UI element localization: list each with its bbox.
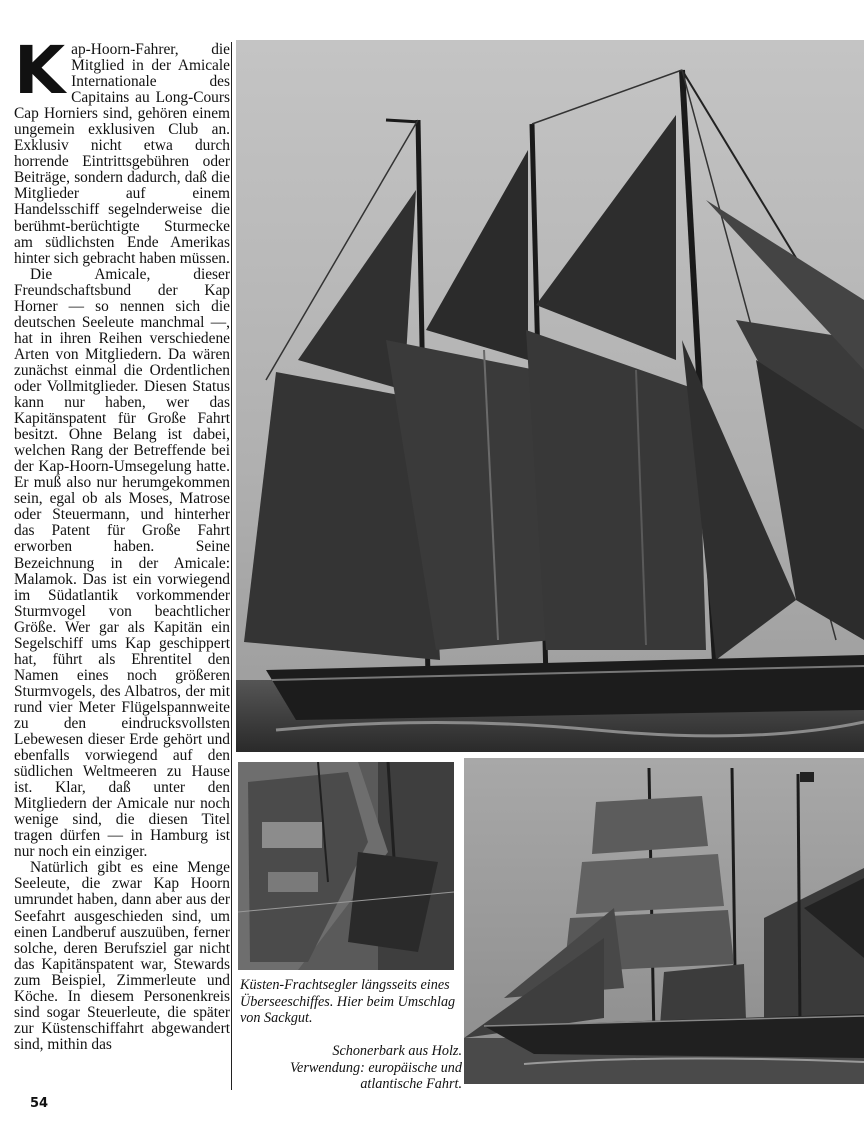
- schooner-image: [236, 40, 864, 752]
- drop-cap: K: [14, 42, 66, 109]
- paragraph-1: ap-Hoorn-Fahrer, die Mitglied in der Amicale Internationale des Capitains au Long-Cours Cap Horniers sind, gehören einem ungemein exklusiven Club an. Exklusiv nicht etwa durch horrende Eintrittsgebühren oder Beiträge, sondern dadurch, daß die Mitglieder auf einem Handelsschiff segelnderweise die berühmt-berüchtigte Sturmecke am südlichsten Ende Amerikas hinter sich gebracht haben müssen.: [14, 42, 230, 267]
- caption-bark: Schonerbark aus Holz. Verwendung: europäische und atlantische Fahrt.: [289, 1043, 462, 1092]
- bark-photo: [464, 758, 864, 1084]
- bark-image: [464, 758, 864, 1084]
- page-number: 54: [30, 1096, 49, 1111]
- coastal-sailer-photo: [238, 762, 454, 970]
- coastal-sailer-image: [238, 762, 454, 970]
- schooner-photo: [236, 40, 864, 752]
- paragraph-3: Natürlich gibt es eine Menge Seeleute, die zwar Kap Hoorn umrundet haben, dann aber aus der Seefahrt ausgeschieden sind, um einen Landberuf auszuüben, ferner solche, deren Berufsziel gar nicht das Kapitänspatent war, Stewards zum Beispiel, Zimmerleute und Köche. In diesem Personenkreis sind sogar Steuerleute, die später zur Küstenschiffahrt abgewandert sind, mithin das: [14, 859, 230, 1053]
- paragraph-2: Die Amicale, dieser Freundschaftsbund der Kap Horner — so nennen sich die deutschen Seeleute manchmal —, hat in ihren Reihen verschiedene Arten von Mitgliedern. Da wären zunächst einmal die Ordentlichen oder Vollmitglieder. Diesen Status kann nur haben, wer das Kapitänspatent für Große Fahrt besitzt. Ohne Belang ist dabei, welchen Rang der Betreffende bei der Kap-Hoorn-Umsegelung hatte. Er muß also nur herumgekommen sein, egal ob als Moses, Matrose oder Steuermann, und hinterher das Patent für Große Fahrt erworben haben. Seine Bezeichnung in der Amicale: Malamok. Das ist ein vorwiegend im Südatlantik vorkommender Sturmvogel von beachtlicher Größe. Wer gar als Kapitän ein Segelschiff ums Kap geschippert hat, führt als Ehrentitel den Namen eines noch größeren Sturmvogels, des Albatros, der mit rund vier Meter Flügelspannweite zu den eindrucksvollsten Lebewesen dieser Erde gehört und ebenfalls vorwiegend auf den südlichen Weltmeeren zu Hause ist. Klar, daß unter den Mitgliedern der Amicale nur noch wenige sind, die diesen Titel tragen dürfen — in Hamburg ist nur noch ein einziger.: [14, 265, 230, 861]
- column-divider: [231, 42, 232, 1090]
- caption-coastal-sailer: Küsten-Frachtsegler längsseits eines Überseeschiffes. Hier beim Umschlag von Sackgut.: [240, 977, 456, 1026]
- article-text-column: [14, 42, 230, 1090]
